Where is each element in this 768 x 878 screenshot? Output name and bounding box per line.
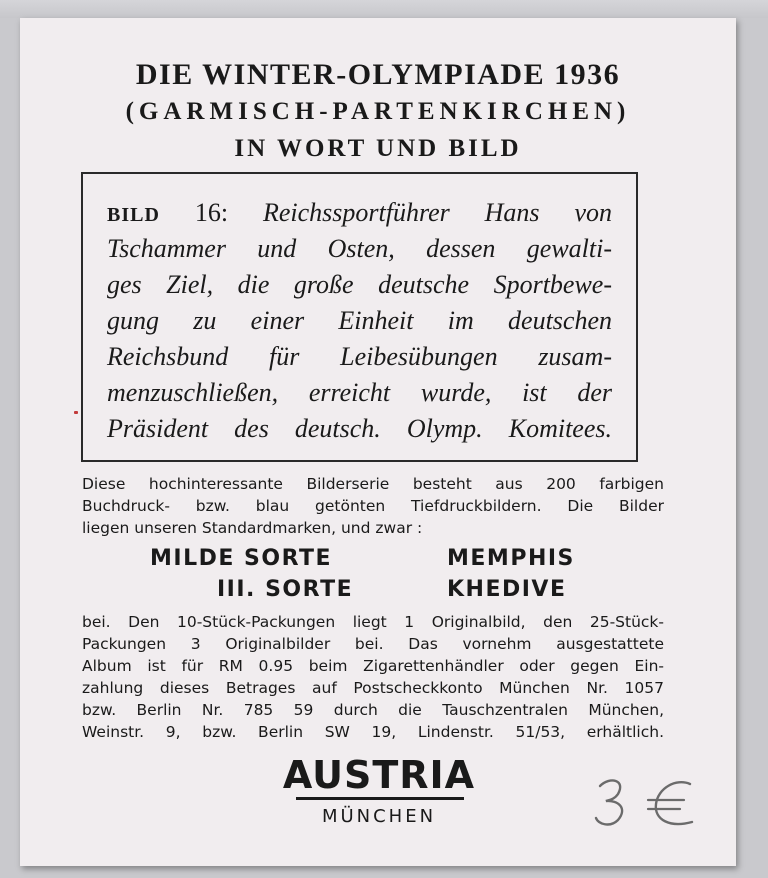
caption-line-4: gung zu einer Einheit im deutschen	[107, 306, 612, 335]
logo-underline	[296, 797, 464, 800]
logo-city: MÜNCHEN	[321, 806, 437, 827]
brand-khedive: KHEDIVE	[447, 577, 567, 602]
logo-brand: AUSTRIA	[282, 753, 476, 797]
card-subtitle: (GARMISCH-PARTENKIRCHEN)	[125, 98, 631, 125]
trading-card	[20, 18, 736, 866]
caption-box	[81, 172, 638, 462]
handwritten-price-note	[592, 772, 722, 832]
info-line-8: bzw. Berlin Nr. 785 59 durch die Tauschzentralen München,	[82, 701, 664, 719]
caption-line-6: menzuschließen, erreicht wurde, ist der	[107, 378, 612, 407]
caption-line-2: Tschammer und Osten, dessen gewalti-	[107, 234, 612, 263]
card-title: DIE WINTER-OLYMPIADE 1936	[135, 58, 621, 91]
caption-line-5: Reichsbund für Leibesübungen zusam-	[107, 342, 612, 371]
ink-speck	[74, 411, 78, 414]
info-line-2: Buchdruck- bzw. blau getönten Tiefdruckbildern. Die Bilder	[82, 497, 664, 515]
info-line-6: Album ist für RM 0.95 beim Zigarettenhändler oder gegen Ein-	[82, 657, 664, 675]
info-line-7: zahlung dieses Betrages auf Postscheckkonto München Nr. 1057	[82, 679, 664, 697]
scan-background	[0, 0, 768, 18]
brand-iii-sorte: III. SORTE	[217, 577, 354, 602]
info-line-3: liegen unseren Standardmarken, und zwar :	[82, 519, 423, 537]
brand-milde-sorte: MILDE SORTE	[150, 546, 333, 571]
info-line-5: Packungen 3 Originalbilder bei. Das vornehm ausgestattete	[82, 635, 664, 653]
caption-label: BILD	[107, 204, 160, 226]
info-line-4: bei. Den 10-Stück-Packungen liegt 1 Originalbild, den 25-Stück-	[82, 613, 664, 631]
caption-line-1	[107, 198, 612, 230]
caption-number: 16:	[194, 198, 229, 227]
caption-line-3: ges Ziel, die große deutsche Sportbewe-	[107, 270, 612, 299]
card-subtitle-secondary: IN WORT UND BILD	[234, 135, 522, 162]
brand-memphis: MEMPHIS	[447, 546, 575, 571]
caption-line-7: Präsident des deutsch. Olymp. Komitees.	[107, 414, 612, 443]
austria-logo	[268, 751, 490, 805]
info-line-1: Diese hochinteressante Bilderserie besteht aus 200 farbigen	[82, 475, 664, 493]
caption-text: Reichssportführer Hans von	[262, 198, 612, 227]
info-line-9: Weinstr. 9, bzw. Berlin SW 19, Lindenstr. 51/53, erhältlich.	[82, 723, 664, 741]
